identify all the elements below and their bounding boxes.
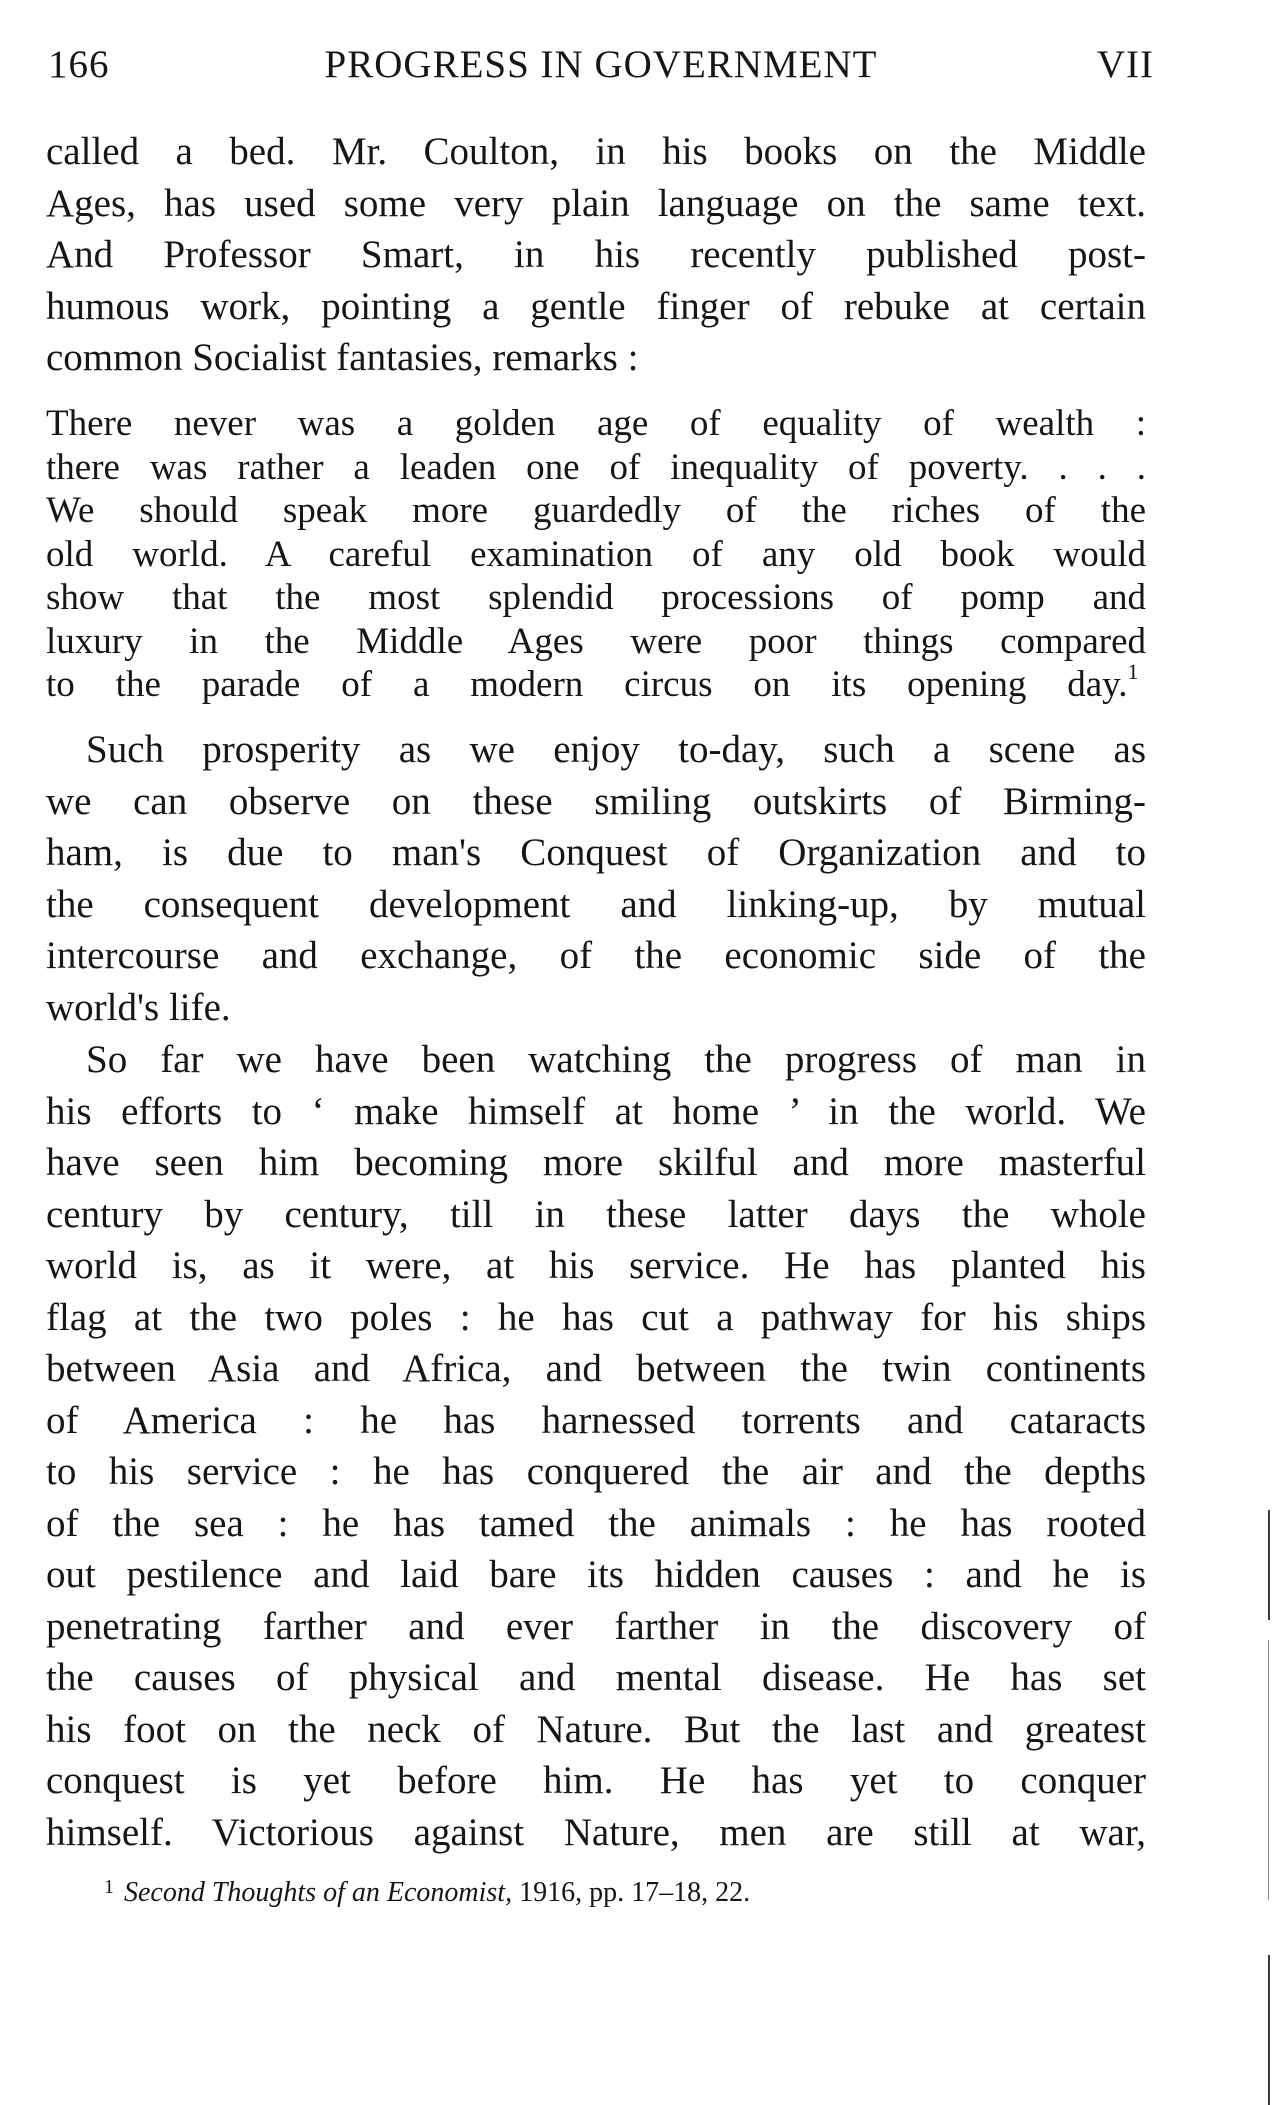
quote-line: show that the most splendid processions of pomp and bbox=[46, 577, 1146, 618]
text-line: himself. Victorious against Nature, men are still at war, bbox=[46, 1810, 1146, 1854]
block-quote bbox=[46, 402, 1146, 707]
text-line: of the sea : he has tamed the animals : he has rooted bbox=[46, 1501, 1146, 1545]
footnote-citation: 1916, pp. 17–18, 22. bbox=[512, 1877, 751, 1908]
text-line: called a bed. Mr. Coulton, in his books on the Middle bbox=[46, 130, 1146, 173]
text-line: to his service : he has conquered the air and the depths bbox=[46, 1450, 1146, 1493]
text-line: world is, as it were, at his service. He has planted his bbox=[46, 1244, 1146, 1287]
text-line: the consequent development and linking-up, by mutual bbox=[46, 882, 1146, 926]
text-line: the causes of physical and mental disease. He has set bbox=[46, 1656, 1146, 1699]
footnote-reference: 1 bbox=[1127, 663, 1139, 684]
paragraph-2 bbox=[46, 724, 1146, 1033]
text-line: ham, is due to man's Conquest of Organization and to bbox=[46, 831, 1146, 874]
paragraph-3 bbox=[46, 1034, 1146, 1858]
quote-line: to the parade of a modern circus on its opening day. bbox=[46, 664, 1128, 705]
running-header bbox=[48, 40, 1154, 90]
text-line: between Asia and Africa, and between the twin continents bbox=[46, 1347, 1146, 1390]
text-line: of America : he has harnessed torrents and cataracts bbox=[46, 1398, 1146, 1442]
text-line: world's life. bbox=[46, 985, 231, 1029]
text-line: have seen him becoming more skilful and more masterful bbox=[46, 1141, 1146, 1184]
scan-edge-line bbox=[1268, 1640, 1269, 1900]
text-line: And Professor Smart, in his recently published post- bbox=[46, 233, 1146, 276]
quote-line: We should speak more guardedly of the riches of the bbox=[46, 490, 1146, 531]
text-line: intercourse and exchange, of the economic side of the bbox=[46, 934, 1146, 977]
quote-line: There never was a golden age of equality of wealth : bbox=[46, 403, 1146, 444]
scan-edge-line bbox=[1268, 1955, 1270, 2105]
text-line: penetrating farther and ever farther in the discovery of bbox=[46, 1604, 1146, 1648]
footnote-mark: 1 bbox=[104, 1876, 114, 1898]
text-line: humous work, pointing a gentle finger of rebuke at certain bbox=[46, 284, 1146, 328]
chapter-number: VII bbox=[1096, 43, 1154, 86]
text-line: So far we have been watching the progress of man in bbox=[86, 1038, 1146, 1081]
footnote-book-title: Second Thoughts of an Economist, bbox=[124, 1877, 513, 1908]
quote-line: old world. A careful examination of any old book would bbox=[46, 533, 1146, 575]
text-line: flag at the two poles : he has cut a pathway for his ships bbox=[46, 1295, 1146, 1339]
text-line: common Socialist fantasies, remarks : bbox=[46, 336, 639, 379]
text-line: Ages, has used some very plain language on the same text. bbox=[46, 181, 1146, 225]
text-line: his foot on the neck of Nature. But the last and greatest bbox=[46, 1707, 1146, 1751]
text-line: Such prosperity as we enjoy to-day, such a scene as bbox=[86, 728, 1146, 771]
footnote bbox=[104, 1873, 750, 1915]
page-number: 166 bbox=[48, 43, 110, 86]
scan-edge-line bbox=[1268, 1510, 1270, 1620]
quote-line: luxury in the Middle Ages were poor things compared bbox=[46, 620, 1146, 662]
quote-line: there was rather a leaden one of inequality of poverty. . . . bbox=[46, 446, 1146, 488]
text-line: we can observe on these smiling outskirts of Birming- bbox=[46, 779, 1146, 823]
quote-last-line bbox=[46, 663, 1146, 707]
text-line: out pestilence and laid bare its hidden causes : and he is bbox=[46, 1553, 1146, 1596]
paragraph-1 bbox=[46, 126, 1146, 384]
running-title: PROGRESS IN GOVERNMENT bbox=[324, 43, 878, 86]
text-line: century by century, till in these latter days the whole bbox=[46, 1192, 1146, 1236]
text-line: conquest is yet before him. He has yet to conquer bbox=[46, 1759, 1146, 1802]
text-line: his efforts to ‘ make himself at home ’ in the world. We bbox=[46, 1089, 1146, 1133]
